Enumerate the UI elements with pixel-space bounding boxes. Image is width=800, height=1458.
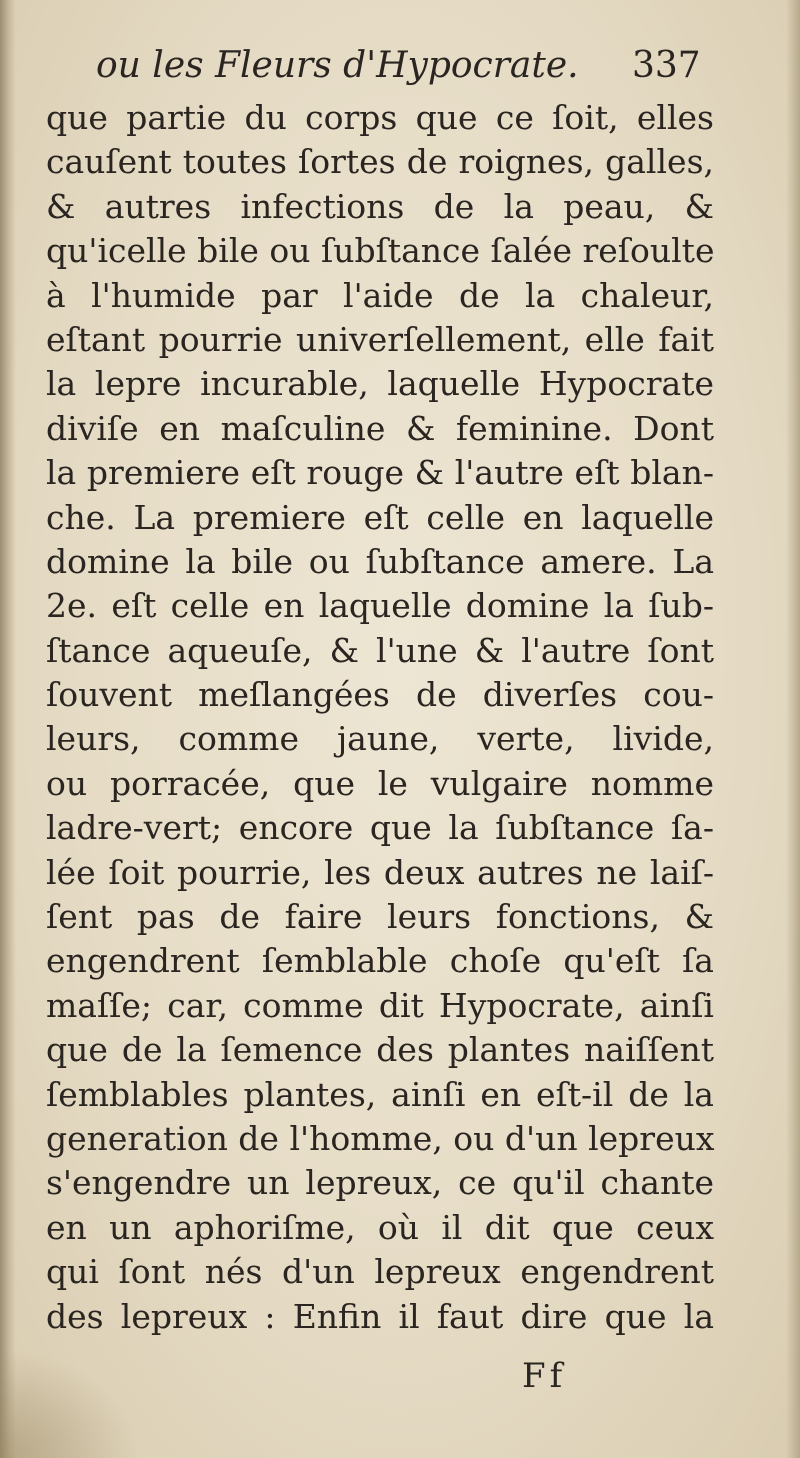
text-line: ſtance aqueuſe, & l'une & l'autre ſont xyxy=(46,630,714,670)
text-line: la premiere eſt rouge & l'autre eſt blan- xyxy=(46,453,714,493)
page-gutter-shadow xyxy=(0,0,16,1458)
text-line: ladre-vert; encore que la ſubſtance ſa- xyxy=(46,808,714,848)
text-line: & autres infections de la peau, & xyxy=(46,186,714,226)
signature-mark: Ff xyxy=(522,1356,567,1396)
text-line: cauſent toutes ſortes de roignes, galles, xyxy=(46,142,714,182)
paper-stain xyxy=(0,1348,140,1458)
text-line: engendrent ſemblable choſe qu'eſt ſa xyxy=(46,941,714,981)
text-line: que de la ſemence des plantes naiſſent xyxy=(46,1030,714,1070)
body-text xyxy=(46,96,714,1339)
text-line: 2e. eſt celle en laquelle domine la ſub- xyxy=(46,586,714,626)
page-edge-shadow xyxy=(786,0,800,1458)
text-line: domine la bile ou ſubſtance amere. La xyxy=(46,541,714,581)
text-line: leurs, comme jaune, verte, livide, xyxy=(46,719,714,759)
text-line: eſtant pourrie univerſellement, elle fait xyxy=(46,319,714,359)
text-line: ſemblables plantes, ainſi en eſt-il de la xyxy=(46,1074,714,1114)
text-line: qui ſont nés d'un lepreux engendrent xyxy=(46,1252,714,1292)
text-line: che. La premiere eſt celle en laquelle xyxy=(46,497,714,537)
text-line: que partie du corps que ce ſoit, elles xyxy=(46,98,714,137)
text-line: à l'humide par l'aide de la chaleur, xyxy=(46,275,714,315)
text-line: ſent pas de faire leurs fonctions, & xyxy=(46,897,714,937)
text-line: ſouvent meſlangées de diverſes cou- xyxy=(46,675,714,715)
text-line: maſſe; car, comme dit Hypocrate, ainſi xyxy=(46,985,714,1025)
text-line: diviſe en maſculine & feminine. Dont xyxy=(46,408,714,448)
text-line: lée ſoit pourrie, les deux autres ne laiſ- xyxy=(46,852,714,892)
running-head xyxy=(96,40,716,92)
text-line: la lepre incurable, laquelle Hypocrate xyxy=(46,364,714,404)
text-line: des lepreux : Enfin il faut dire que la xyxy=(46,1296,714,1336)
text-line: qu'icelle bile ou ſubſtance ſalée reſoulte xyxy=(46,231,715,271)
running-title: ou les Fleurs d'Hypocrate. xyxy=(96,45,579,86)
text-line: s'engendre un lepreux, ce qu'il chante xyxy=(46,1163,714,1203)
text-line: generation de l'homme, ou d'un lepreux xyxy=(46,1118,715,1158)
text-line: en un aphoriſme, où il dit que ceux xyxy=(46,1207,714,1247)
text-line: ou porracée, que le vulgaire nomme xyxy=(46,763,714,803)
page-number: 337 xyxy=(632,45,701,86)
